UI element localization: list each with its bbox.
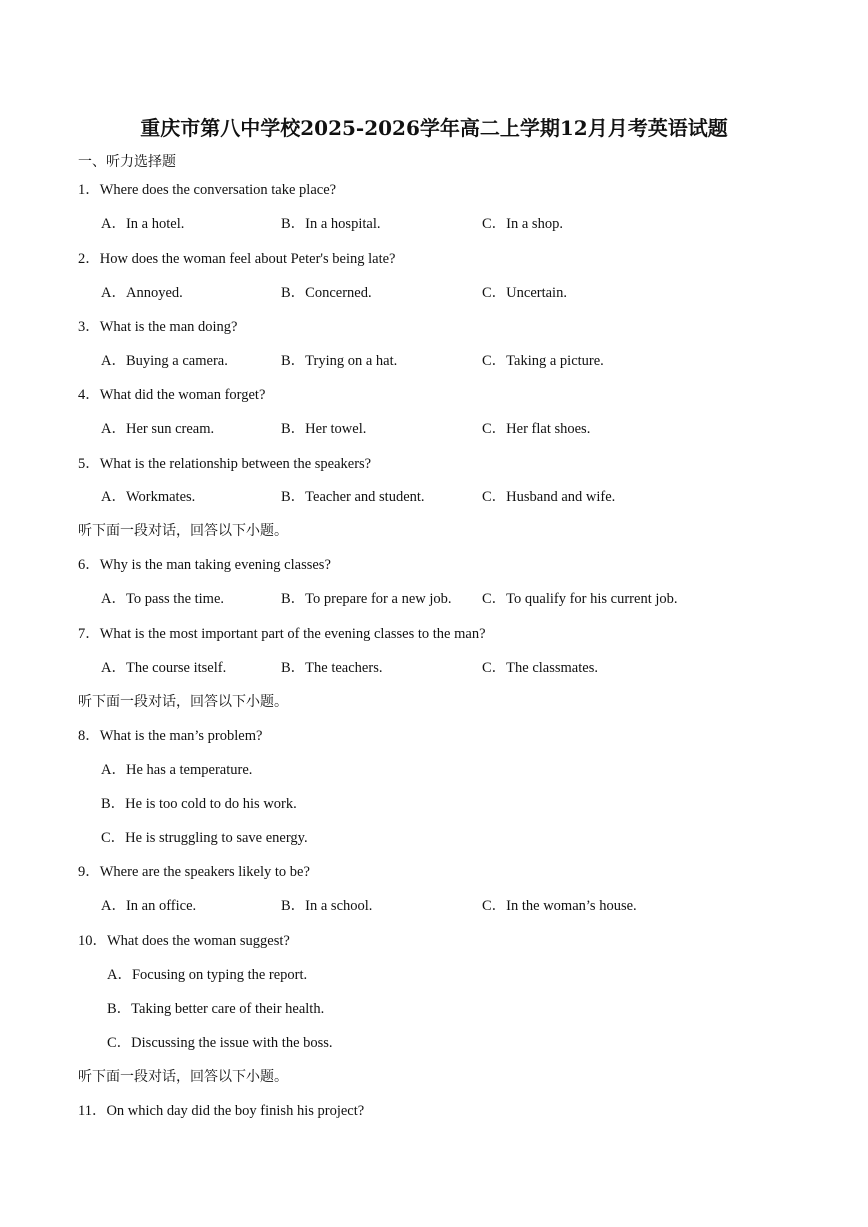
question-1-option-c: C．In a shop. [482, 216, 563, 232]
page-title: 重庆市第八中学校2025-2026学年高二上学期12月月考英语试题 [140, 116, 728, 140]
question-3-option-c: C．Taking a picture. [482, 353, 604, 369]
question-7-option-c: C．The classmates. [482, 660, 598, 676]
question-9-option-c: C．In the woman’s house. [482, 898, 637, 914]
question-5-stem: 5．What is the relationship between the speakers? [78, 456, 372, 472]
question-5-option-a: A．Workmates. [101, 489, 196, 505]
question-7-stem: 7．What is the most important part of the evening classes to the man? [78, 626, 486, 642]
question-9-option-a: A．In an office. [101, 898, 197, 914]
question-8-option-c: C．He is struggling to save energy. [101, 830, 308, 846]
question-3-stem: 3．What is the man doing? [78, 319, 238, 335]
question-8-stem: 8．What is the man’s problem? [78, 728, 263, 744]
question-6-stem: 6．Why is the man taking evening classes? [78, 557, 331, 573]
dialogue-instruction: 听下面一段对话，回答以下小题。 [78, 1069, 288, 1085]
question-4-stem: 4．What did the woman forget? [78, 387, 266, 403]
question-10-option-b: B．Taking better care of their health. [107, 1001, 325, 1017]
question-4-option-b: B．Her towel. [281, 421, 367, 437]
question-6-option-c: C．To qualify for his current job. [482, 591, 678, 607]
section-heading: 一、听力选择题 [78, 154, 176, 170]
question-1-option-a: A．In a hotel. [101, 216, 185, 232]
dialogue-instruction: 听下面一段对话，回答以下小题。 [78, 694, 288, 710]
question-7-option-a: A．The course itself. [101, 660, 227, 676]
question-2-option-a: A．Annoyed. [101, 285, 183, 301]
question-2-stem: 2．How does the woman feel about Peter's being late? [78, 251, 396, 267]
question-5-option-c: C．Husband and wife. [482, 489, 616, 505]
question-6-option-b: B．To prepare for a new job. [281, 591, 452, 607]
question-10-stem: 10．What does the woman suggest? [78, 933, 290, 949]
question-1-stem: 1．Where does the conversation take place? [78, 182, 337, 198]
question-4-option-c: C．Her flat shoes. [482, 421, 591, 437]
question-8-option-a: A．He has a temperature. [101, 762, 253, 778]
question-3-option-a: A．Buying a camera. [101, 353, 228, 369]
question-7-option-b: B．The teachers. [281, 660, 383, 676]
question-5-option-b: B．Teacher and student. [281, 489, 425, 505]
question-6-option-a: A．To pass the time. [101, 591, 225, 607]
question-10-option-a: A．Focusing on typing the report. [107, 967, 308, 983]
question-3-option-b: B．Trying on a hat. [281, 353, 398, 369]
question-9-stem: 9．Where are the speakers likely to be? [78, 864, 310, 880]
question-2-option-b: B．Concerned. [281, 285, 372, 301]
question-8-option-b: B．He is too cold to do his work. [101, 796, 297, 812]
question-2-option-c: C．Uncertain. [482, 285, 567, 301]
question-9-option-b: B．In a school. [281, 898, 373, 914]
dialogue-instruction: 听下面一段对话，回答以下小题。 [78, 523, 288, 539]
question-10-option-c: C．Discussing the issue with the boss. [107, 1035, 333, 1051]
question-4-option-a: A．Her sun cream. [101, 421, 215, 437]
question-11-stem: 11．On which day did the boy finish his project? [78, 1103, 365, 1119]
question-1-option-b: B．In a hospital. [281, 216, 381, 232]
